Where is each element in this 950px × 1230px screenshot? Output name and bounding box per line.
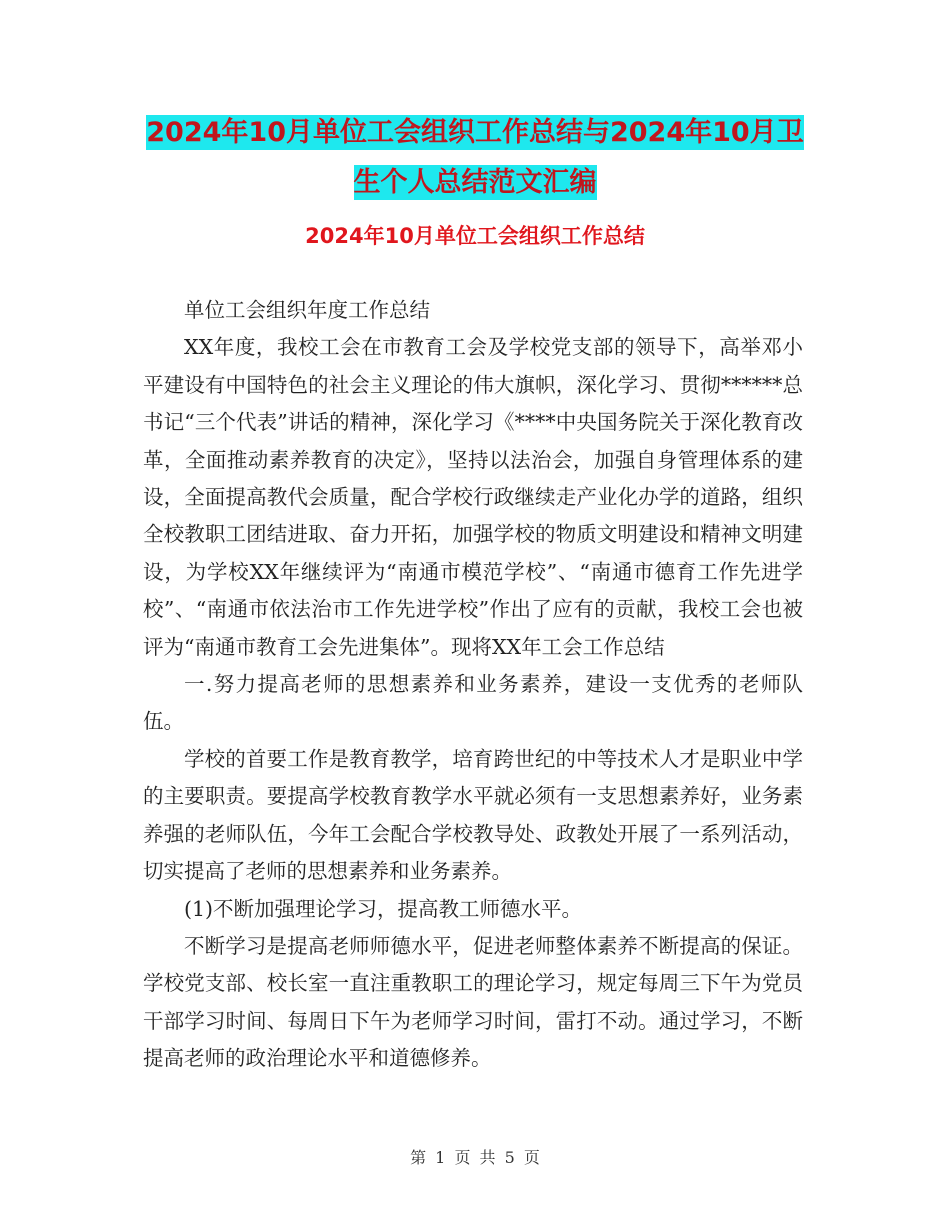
- title-line-1: 2024年10月单位工会组织工作总结与2024年10月卫: [146, 117, 804, 148]
- paragraph: (1)不断加强理论学习，提高教工师德水平。: [184, 896, 583, 921]
- page-number-footer: 第 1 页 共 5 页: [410, 1148, 540, 1167]
- paragraph: 学校的首要工作是教育教学，培育跨世纪的中等技术人才是职业中学的主要职责。要提高学校教育教学水平就必须有一支思想素养好，业务素养强的老师队伍，今年工会配合学校教导处、政教处开展了一系列活动，切实提高了老师的思想素养和业务素养。: [143, 746, 803, 884]
- document-body: [143, 292, 803, 1078]
- paragraph: 一.努力提高老师的思想素养和业务素养，建设一支优秀的老师队伍。: [143, 672, 803, 734]
- paragraph: 不断学习是提高老师师德水平，促进老师整体素养不断提高的保证。学校党支部、校长室一直注重教职工的理论学习，规定每周三下午为党员干部学习时间、每周日下午为老师学习时间，雷打不动。通过学习，不断提高老师的政治理论水平和道德修养。: [143, 933, 803, 1071]
- paragraph: 单位工会组织年度工作总结: [184, 298, 430, 322]
- section-heading: 2024年10月单位工会组织工作总结: [305, 224, 645, 248]
- title-line-2: 生个人总结范文汇编: [353, 167, 597, 198]
- paragraph: XX年度，我校工会在市教育工会及学校党支部的领导下，高举邓小平建设有中国特色的社会主义理论的伟大旗帜，深化学习、贯彻******总书记“三个代表”讲话的精神，深化学习《****中央国务院关于深化教育改革，全面推动素养教育的决定》，坚持以法治会，加强自身管理体系的建设，全面提高教代会质量，配合学校行政继续走产业化办学的道路，组织全校教职工团结进取、奋力开拓，加强学校的物质文明建设和精神文明建设，为学校XX年继续评为“南通市模范学校”、“南通市德育工作先进学校”、“南通市依法治市工作先进学校”作出了应有的贡献，我校工会也被评为“南通市教育工会先进集体”。现将XX年工会工作总结: [143, 335, 803, 659]
- document-title: [0, 108, 950, 208]
